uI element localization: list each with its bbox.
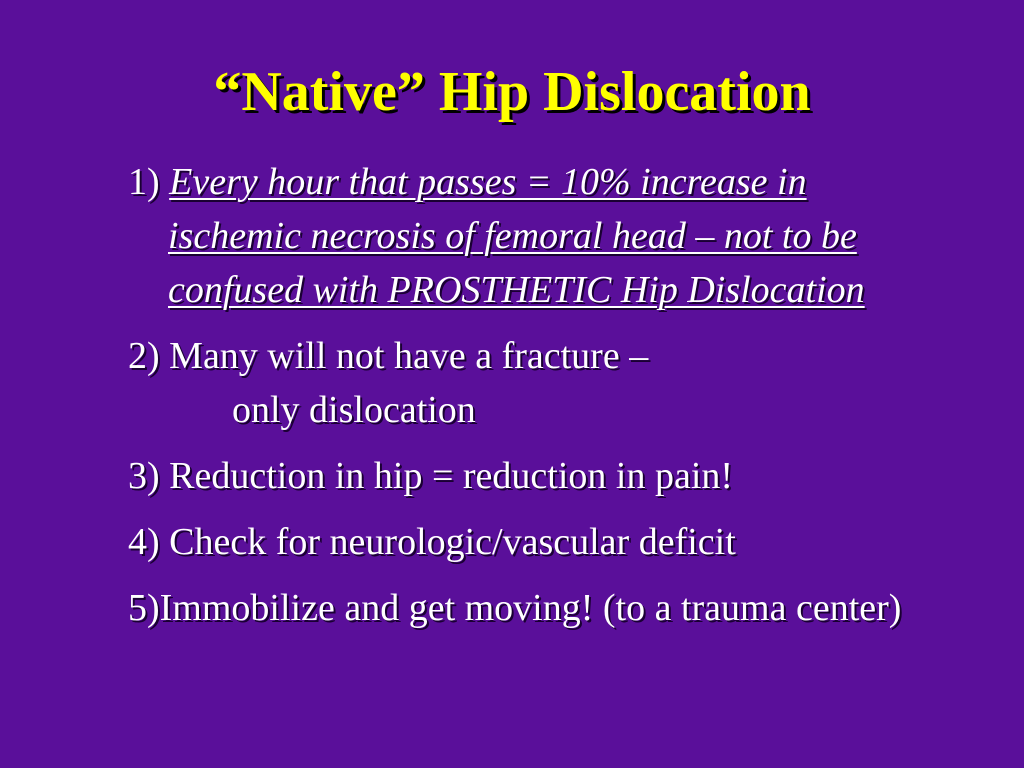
bullet-number-1: 1) <box>128 161 170 203</box>
bullet-number-3: 3) <box>128 455 170 497</box>
bullet-item-1 <box>128 155 948 317</box>
bullet-text-1: Every hour that passes = 10% increase in ischemic necrosis of femoral head – not to be confused with PROSTHETIC Hip Dislocation <box>168 161 865 311</box>
bullet-item-5 <box>128 581 948 635</box>
bullet-number-5: 5) <box>128 587 160 629</box>
bullet-item-3 <box>128 449 948 503</box>
bullet-text-2: Many will not have a fracture – <box>169 335 649 377</box>
bullet-number-2: 2) <box>128 335 170 377</box>
bullet-number-4: 4) <box>128 521 170 563</box>
bullet-text-4: Check for neurologic/vascular deficit <box>169 521 736 563</box>
bullet-text-2-continued: only dislocation <box>232 389 476 431</box>
bullet-item-2 <box>128 329 948 437</box>
slide-title: “Native” Hip Dislocation <box>213 61 811 123</box>
bullet-text-5: Immobilize and get moving! (to a trauma center) <box>159 587 902 629</box>
bullet-item-4 <box>128 515 948 569</box>
bullet-text-3: Reduction in hip = reduction in pain! <box>169 455 734 497</box>
slide-body <box>128 155 948 647</box>
